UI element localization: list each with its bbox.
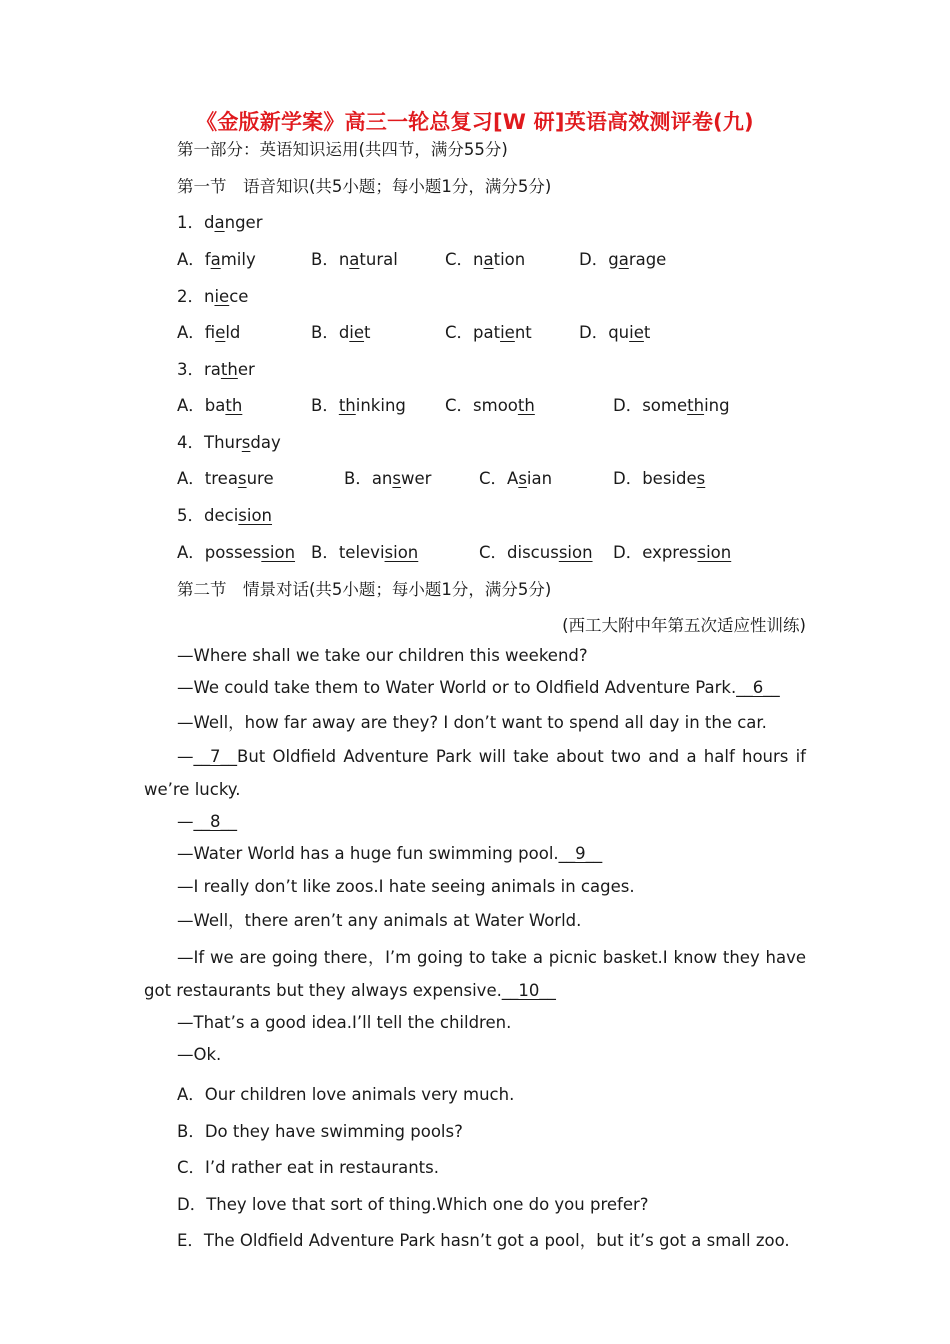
option-a: A．bath (177, 396, 243, 415)
answer-blank: __6__ (736, 678, 780, 697)
option-a: A．treasure (177, 469, 274, 488)
dialogue-line: —Where shall we take our children this weekend? (177, 646, 588, 665)
option-b: B．diet (311, 323, 371, 342)
option-c: C．patient (445, 323, 532, 342)
section1-heading: 第一节 语音知识(共5小题；每小题1分，满分5分) (177, 177, 552, 196)
option-c: C．Asian (479, 469, 553, 488)
option-b: B．television (311, 543, 419, 562)
option-d: D．garage (579, 250, 667, 269)
option-d: D．something (613, 396, 730, 415)
option-d: D．quiet (579, 323, 651, 342)
dialogue-line: —That’s a good idea.I’ll tell the children. (177, 1013, 512, 1032)
option-b: B．thinking (311, 396, 406, 415)
option-d: D．besides (613, 469, 706, 488)
option-b: B．natural (311, 250, 398, 269)
option-a: A．field (177, 323, 241, 342)
option-c: C．discussion (479, 543, 593, 562)
option-c: C．nation (445, 250, 526, 269)
part1-heading: 第一部分：英语知识运用(共四节，满分55分) (177, 140, 508, 159)
question-stem: 2．niece (177, 287, 249, 306)
option-a: A．family (177, 250, 256, 269)
question-stem: 5．decision (177, 506, 273, 525)
dialogue-line: —We could take them to Water World or to Oldfield Adventure Park.__6__ (177, 678, 780, 697)
question-stem: 4．Thursday (177, 433, 281, 452)
page-title: 《金版新学案》高三一轮总复习[W 研]英语高效测评卷(九) (196, 110, 754, 134)
dialogue-line: —If we are going there，I’m going to take a picnic basket.I know they have got restaurants but they always expensive.__10__ (144, 948, 806, 1000)
choice-a: A．Our children love animals very much. (177, 1085, 515, 1104)
source-note: (西工大附中年第五次适应性训练) (562, 616, 806, 635)
dialogue-line: —Well，how far away are they? I don’t want to spend all day in the car. (177, 713, 767, 732)
option-a: A．possession (177, 543, 296, 562)
dialogue-line: —Ok. (177, 1045, 222, 1064)
dialogue-line: —Well，there aren’t any animals at Water World. (177, 911, 582, 930)
answer-blank: __10__ (501, 980, 556, 1000)
choice-b: B．Do they have swimming pools? (177, 1122, 463, 1141)
dialogue-line: —Water World has a huge fun swimming pool.__9__ (177, 844, 603, 863)
dialogue-line: —I really don’t like zoos.I hate seeing animals in cages. (177, 877, 635, 896)
option-d: D．expression (613, 543, 732, 562)
choice-d: D．They love that sort of thing.Which one do you prefer? (177, 1195, 649, 1214)
choice-c: C．I’d rather eat in restaurants. (177, 1158, 439, 1177)
choice-e: E．The Oldfield Adventure Park hasn’t got a pool，but it’s got a small zoo. (177, 1231, 790, 1250)
option-b: B．answer (344, 469, 432, 488)
dialogue-line: —__8__ (177, 812, 237, 831)
answer-blank: __9__ (558, 844, 603, 863)
question-stem: 1．danger (177, 213, 263, 232)
dialogue-line: —__7__But Oldfield Adventure Park will take about two and a half hours if we’re lucky. (144, 747, 806, 799)
section2-heading: 第二节 情景对话(共5小题；每小题1分，满分5分) (177, 580, 552, 599)
answer-blank: __7__ (193, 747, 237, 766)
answer-blank: __8__ (193, 812, 237, 831)
option-c: C．smooth (445, 396, 535, 415)
question-stem: 3．rather (177, 360, 255, 379)
